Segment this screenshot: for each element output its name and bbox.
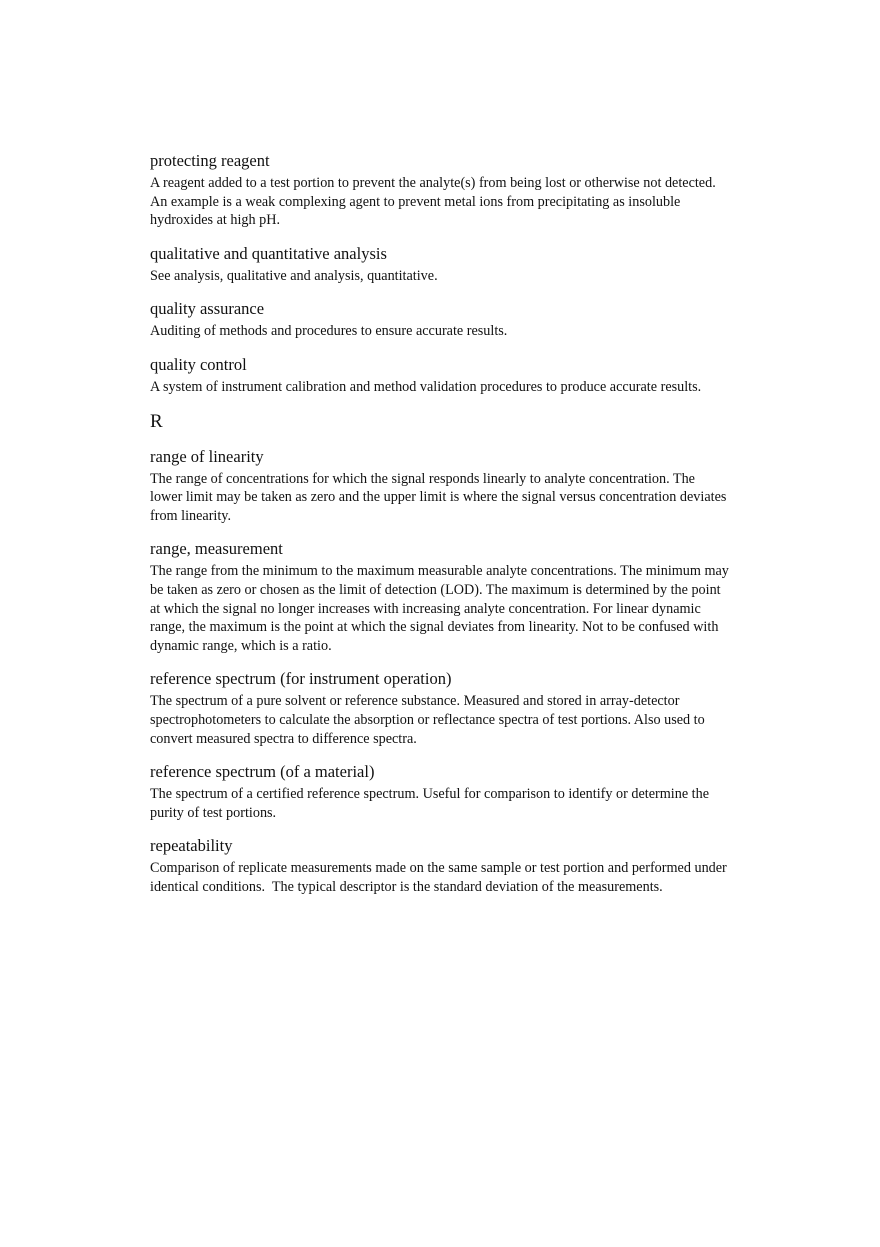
section-letter-heading: R <box>150 410 163 432</box>
entry-definition: A reagent added to a test portion to prevent the analyte(s) from being lost or otherwise not detected. An example is a weak complexing agent to prevent metal ions from precipitating as insoluble hydroxides at high pH. <box>150 175 719 229</box>
glossary-entry <box>150 354 730 397</box>
entry-term: quality assurance <box>150 299 265 319</box>
entry-definition: Comparison of replicate measurements made on the same sample or test portion and performed under identical conditions. The typical descriptor is the standard deviation of the measurements. <box>150 860 731 895</box>
entry-definition: See analysis, qualitative and analysis, quantitative. <box>150 267 438 284</box>
entry-definition: The spectrum of a certified reference spectrum. Useful for comparison to identify or determine the purity of test portions. <box>150 786 713 821</box>
glossary-entry <box>150 761 730 822</box>
entry-term: range, measurement <box>150 539 283 559</box>
glossary-entry <box>150 538 733 655</box>
glossary-entry <box>150 835 730 896</box>
glossary-entry <box>150 243 730 286</box>
glossary-page <box>150 150 733 909</box>
entry-definition: The spectrum of a pure solvent or reference substance. Measured and stored in array-detector spectrophotometers to calculate the absorption or reflectance spectra of test portions. Also used to convert measured spectra to difference spectra. <box>150 693 709 747</box>
glossary-entry <box>150 668 730 748</box>
entry-term: reference spectrum (of a material) <box>150 762 375 782</box>
glossary-entry <box>150 298 730 341</box>
entry-definition: Auditing of methods and procedures to ensure accurate results. <box>150 323 508 340</box>
entry-definition: The range from the minimum to the maximum measurable analyte concentrations. The minimum may be taken as zero or chosen as the limit of detection (LOD). The maximum is determined by the point at which the signal no longer increases with increasing analyte concentration. For linear dynamic range, the maximum is the point at which the signal deviates from linearity. Not to be confused with dynamic range, which is a ratio. <box>150 563 733 654</box>
entry-term: quality control <box>150 354 247 374</box>
entry-term: protecting reagent <box>150 151 270 170</box>
entry-term: qualitative and quantitative analysis <box>150 243 387 263</box>
glossary-entry <box>150 150 730 230</box>
entry-definition: The range of concentrations for which the signal responds linearly to analyte concentration. The lower limit may be taken as zero and the upper limit is where the signal versus concentration deviates from linearity. <box>150 470 730 524</box>
entry-term: repeatability <box>150 836 233 856</box>
glossary-entry <box>150 446 730 526</box>
entry-term: reference spectrum (for instrument operation) <box>150 669 452 689</box>
entry-definition: A system of instrument calibration and method validation procedures to produce accurate results. <box>150 378 702 395</box>
entry-term: range of linearity <box>150 446 264 466</box>
